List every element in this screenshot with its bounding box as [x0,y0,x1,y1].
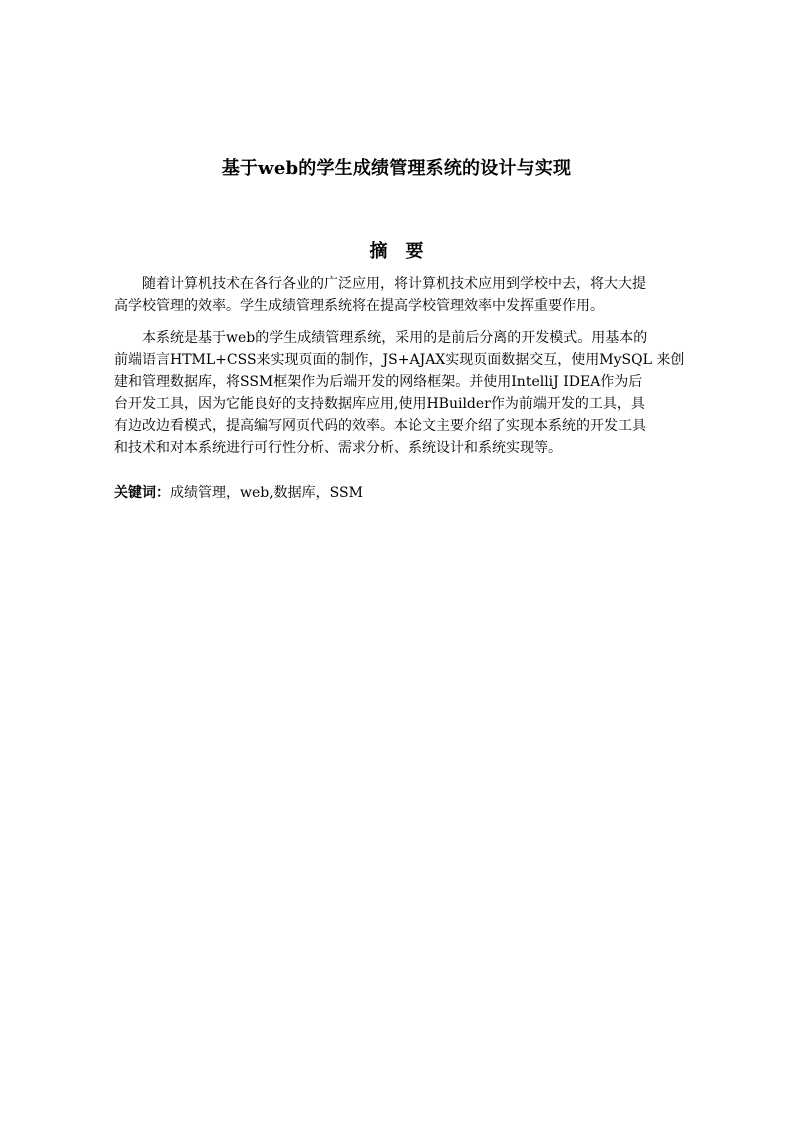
paper-title: 基于web的学生成绩管理系统的设计与实现 [221,158,572,179]
paragraph-line: 随着计算机技术在各行各业的广泛应用，将计算机技术应用到学校中去，将大大提 [142,276,646,292]
paragraph-line: 前端语言HTML+CSS来实现页面的制作，JS+AJAX实现页面数据交互，使用MySQL 来创 [114,352,685,368]
paragraph-line: 台开发工具，因为它能良好的支持数据库应用,使用HBuilder作为前端开发的工具，具 [114,396,645,412]
paragraph-line: 本系统是基于web的学生成绩管理系统，采用的是前后分离的开发模式。用基本的 [142,330,648,346]
abstract-paragraph-2 [114,327,718,459]
abstract-heading-first-char: 摘 [369,241,388,262]
abstract-heading [0,239,793,265]
paragraph-line: 高学校管理的效率。学生成绩管理系统将在提高学校管理效率中发挥重要作用。 [114,298,604,314]
paragraph-line: 有边改边看模式，提高编写网页代码的效率。本论文主要介绍了实现本系统的开发工具 [114,418,646,434]
paragraph-line: 和技术和对本系统进行可行性分析、需求分析、系统设计和系统实现等。 [114,440,562,456]
keywords-line [114,482,718,504]
abstract-heading-second-char: 要 [405,241,424,262]
paragraph-line: 建和管理数据库，将SSM框架作为后端开发的网络框架。并使用IntelliJ IDEA作为后 [114,374,643,390]
keywords-value: 成绩管理，web,数据库，SSM [170,485,363,501]
keywords-label: 关键词： [114,485,170,501]
abstract-paragraph-1 [114,273,718,317]
